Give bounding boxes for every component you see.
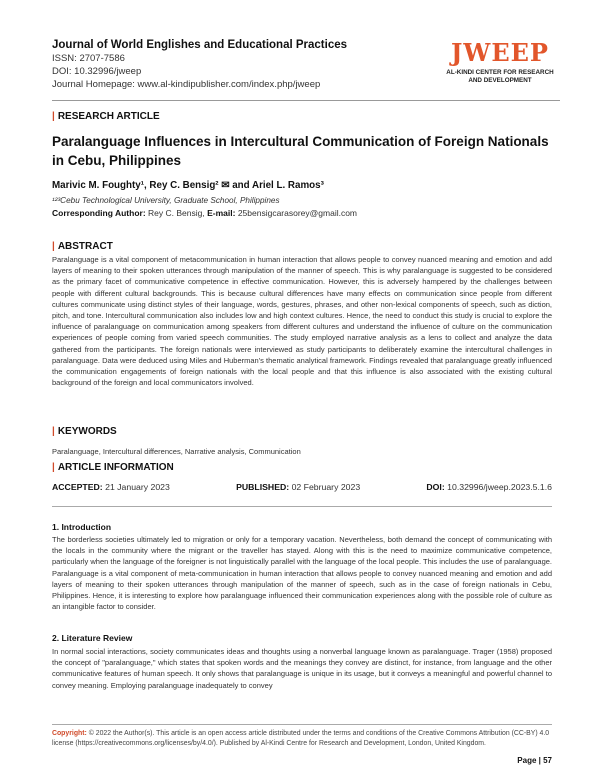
copyright-label: Copyright: <box>52 730 87 737</box>
journal-doi: DOI: 10.32996/jweep <box>52 66 142 77</box>
article-info-row <box>52 482 552 492</box>
corresponding-author <box>52 208 357 218</box>
info-divider <box>52 506 552 507</box>
journal-name: Journal of World Englishes and Educational Practices <box>52 39 348 51</box>
keywords-heading: | KEYWORDS <box>52 426 117 437</box>
logo-text: JWEEP <box>451 38 549 67</box>
header-divider <box>52 100 560 101</box>
copyright-text: © 2022 the Author(s). This article is an open access article distributed under the terms and conditions of the Creative Commons Attribution (CC-BY) 4.0 license (https://creativecommons.org/licenses/by/4.0/). Published by Al-Kindi Centre for Research and Development, London, United Kingdom. <box>52 730 550 747</box>
page-number: Page | 57 <box>517 756 552 765</box>
logo-subtitle: AL-KINDI CENTER FOR RESEARCH AND DEVELOPMENT <box>446 69 554 84</box>
abstract-heading: | ABSTRACT <box>52 241 113 252</box>
article-type: | RESEARCH ARTICLE <box>52 111 160 122</box>
section-bar-icon: | <box>52 241 55 252</box>
journal-issn: ISSN: 2707-7586 <box>52 53 125 64</box>
authors: Marivic M. Foughty¹, Rey C. Bensig² ✉ and Ariel L. Ramos³ <box>52 180 324 191</box>
abstract-text: Paralanguage is a vital component of metacommunication in human interaction that allows people to convey nuanced meaning and emotion and add layers of meaning to their spoken utterances through manipulation of the manner of speech. This is why paralanguage is suggested to be considered as the primary facet of communicative competence in effective communication. However, this is adversely hampered by the challenges between people with different cultural backgrounds. This is because cultural differences have many effects on communication since people from different cultures communicate using distinct styles of their language, words, gestures, phrases, and other non-lexical components of speech, such as diction, pitch, and tone. Intercultural communication also includes low and high context cultures. Hence, the need to conduct this study is crucial to explore the influence of paralanguage on communication among speakers from different cultures and understand the influence of culture on the communication experiences of people coming from varied speech communities. The study employed narrative analysis as a lens to collect and analyze the data gathered from the participants. The foreign nationals were interviewed as study participants to deliberately examine the intercultural challenges in paralanguage. Data were deduced using Miles and Huberman's thematic analytical framework. Findings revealed that paralanguage greatly influenced the communication engagements of foreign nationals with the local people and that this influence is also associated with the existing cultural background of the foreign and local communicators involved. <box>52 255 552 388</box>
section-bar-icon: | <box>52 426 55 437</box>
published-date: PUBLISHED: 02 February 2023 <box>236 482 361 492</box>
accepted-date: ACCEPTED: 21 January 2023 <box>52 482 170 492</box>
corr-name: Rey C. Bensig, <box>148 208 205 218</box>
section-bar-icon: | <box>52 462 55 473</box>
article-info-heading: | ARTICLE INFORMATION <box>52 462 174 473</box>
lit-review-text: In normal social interactions, society communicates ideas and thoughts using a nonverbal language known as paralanguage. Trager (1958) proposed the concept of "paralanguage," which states that spoken words and the meanings they convey are distinct, for instance, from language and the other communicative features of human speech. It only shows that paralanguage is unique in its usage, but it conveys a meaningful and powerful channel to convey meaning. Employing paralanguage inadequately to convey <box>52 647 552 690</box>
journal-homepage[interactable]: Journal Homepage: www.al-kindipublisher.com/index.php/jweep <box>52 79 321 90</box>
keywords-text: Paralanguage, Intercultural differences, Narrative analysis, Communication <box>52 447 301 456</box>
lit-review-heading: 2. Literature Review <box>52 633 133 643</box>
journal-header <box>52 38 412 91</box>
copyright-notice <box>52 729 552 749</box>
corr-email[interactable]: 25bensigcarasorey@gmail.com <box>237 208 358 218</box>
corr-email-label: E-mail: <box>207 208 236 218</box>
paper-title: Paralanguage Influences in Intercultural Communication of Foreign Nationals in Cebu, Philippines <box>52 134 549 168</box>
intro-text: The borderless societies ultimately led to migration or only for a temporary vacation. Nevertheless, both demand the concept of communicating with the locals in the community where the migrant or the traveller has stayed. Along with this is the need to maximize communicative competence, particularly when the language of the foreigner is not linguistically parallel with the language of the local people. This includes the use of paralanguage. Paralanguage is a vital component of meta-communication in human interaction that allows people to convey nuanced meaning and emotion and add layers of meaning to their spoken utterances through manipulation of the manner of speech, such as in the case of foreign nationals in Cebu, Philippines. Hence, it is interesting to explore how paralanguage influenced their communication experiences along with the possible role of culture as an intangible factor to consider. <box>52 535 552 612</box>
footer-divider <box>52 724 552 725</box>
corr-label: Corresponding Author: <box>52 208 146 218</box>
intro-heading: 1. Introduction <box>52 522 112 532</box>
affiliation: ¹²³Cebu Technological University, Graduate School, Philippines <box>52 196 280 205</box>
publisher-logo <box>440 40 560 85</box>
article-doi: DOI: 10.32996/jweep.2023.5.1.6 <box>426 482 552 492</box>
section-bar-icon: | <box>52 111 55 122</box>
